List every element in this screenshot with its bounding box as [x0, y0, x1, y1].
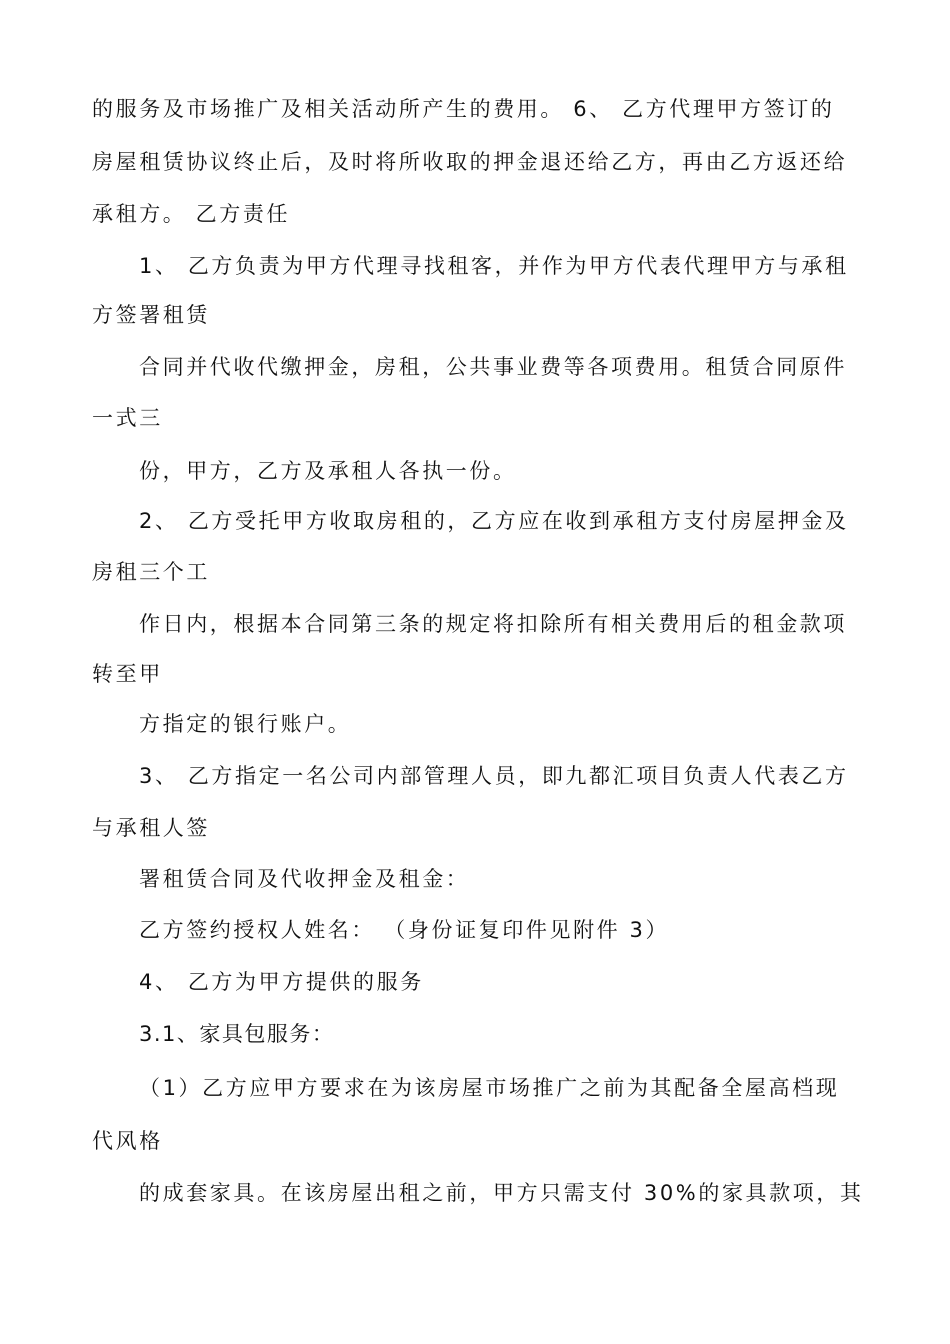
- text-line: 份，甲方，乙方及承租人各执一份。: [139, 459, 517, 483]
- text-line: 代风格: [92, 1129, 163, 1153]
- text-line: 合同并代收代缴押金，房租，公共事业费等各项费用。租赁合同原件: [139, 355, 847, 379]
- text-line: 作日内，根据本合同第三条的规定将扣除所有相关费用后的租金款项: [139, 612, 847, 636]
- text-line: 的服务及市场推广及相关活动所产生的费用。 6、 乙方代理甲方签订的: [92, 97, 835, 121]
- text-line: 方签署租赁: [92, 303, 210, 327]
- text-line: 房屋租赁协议终止后，及时将所收取的押金退还给乙方，再由乙方返还给: [92, 150, 848, 174]
- text-line: 方指定的银行账户。: [139, 712, 352, 736]
- text-line: 一式三: [92, 406, 163, 430]
- text-line: 3、 乙方指定一名公司内部管理人员，即九都汇项目负责人代表乙方: [139, 764, 849, 788]
- text-line: 3.1、家具包服务：: [139, 1022, 335, 1046]
- text-line: 的成套家具。在该房屋出租之前，甲方只需支付 30%的家具款项，其: [139, 1181, 864, 1205]
- text-line: 2、 乙方受托甲方收取房租的，乙方应在收到承租方支付房屋押金及: [139, 509, 849, 533]
- text-line: 房租三个工: [92, 560, 210, 584]
- text-line: 署租赁合同及代收押金及租金：: [139, 867, 470, 891]
- text-line: 1、 乙方负责为甲方代理寻找租客，并作为甲方代表代理甲方与承租: [139, 254, 849, 278]
- text-line: （1）乙方应甲方要求在为该房屋市场推广之前为其配备全屋高档现: [139, 1076, 840, 1100]
- text-line: 转至甲: [92, 662, 163, 686]
- text-line: 4、 乙方为甲方提供的服务: [139, 970, 424, 994]
- text-line: 与承租人签: [92, 816, 210, 840]
- text-line: 乙方签约授权人姓名： （身份证复印件见附件 3）: [139, 918, 670, 942]
- text-line: 承租方。 乙方责任: [92, 202, 291, 226]
